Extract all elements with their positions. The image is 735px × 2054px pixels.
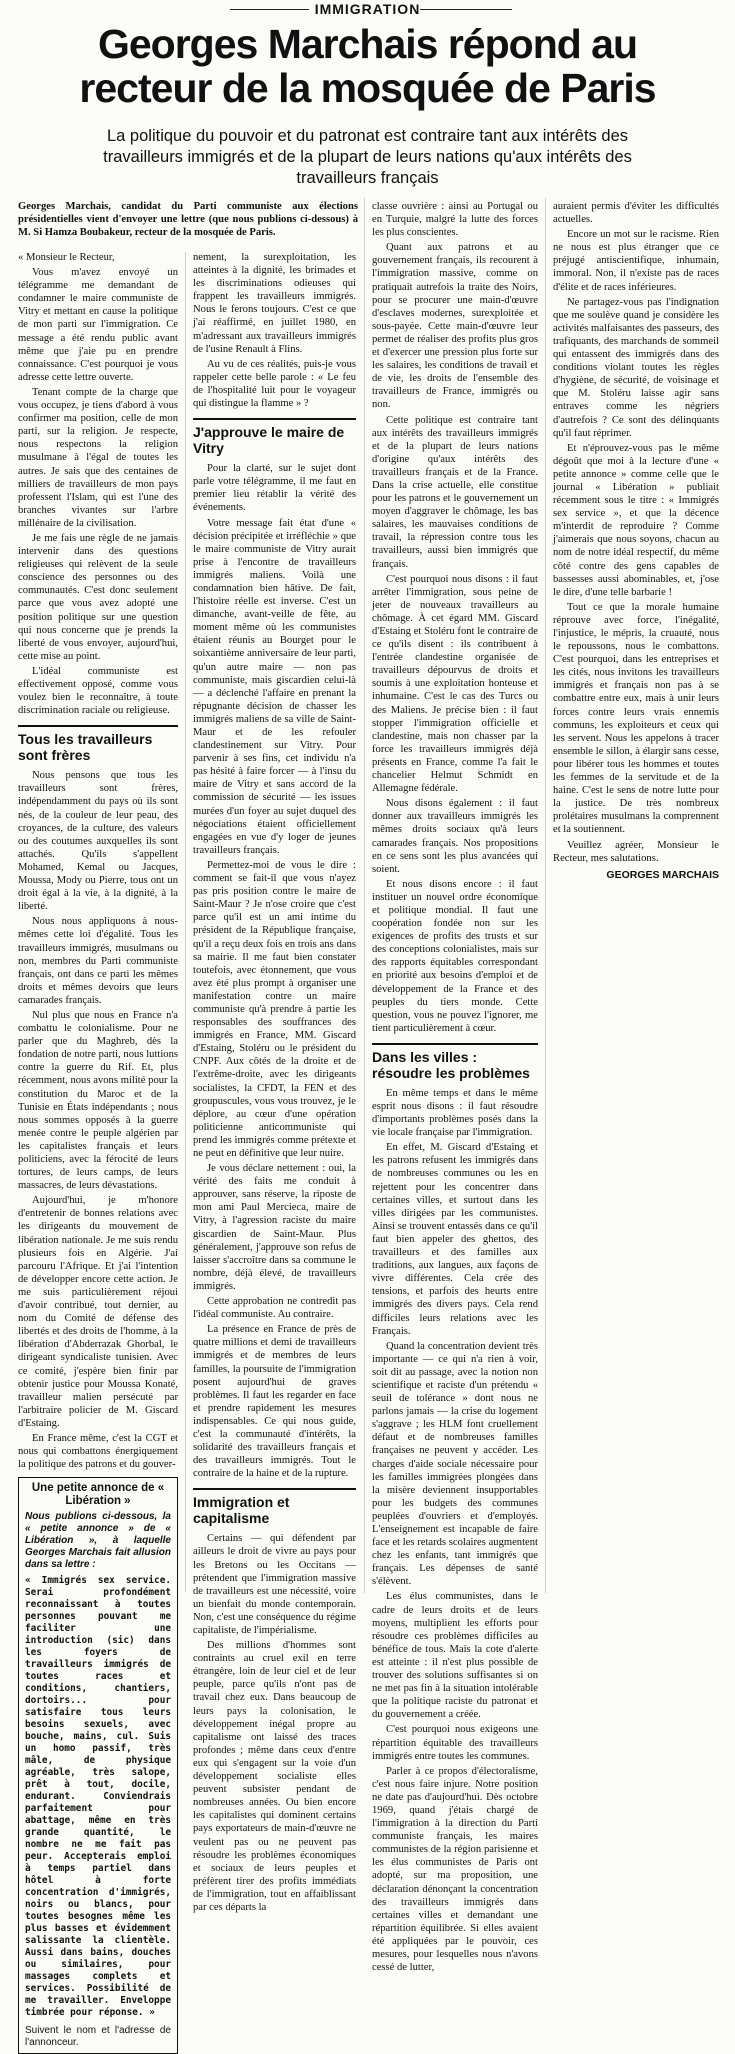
signature: GEORGES MARCHAIS [606,868,719,881]
headline: Georges Marchais répond au recteur de la mosquée de Paris [79,21,656,111]
paragraph: Nous disons également : il faut donner aux travailleurs immigrés les mêmes droits sociaux qu'à leurs camarades français. Nos propositions en ce sens sont les plus avancées qui soient. [372,798,538,875]
classified-ad-text: « Immigrés sex service. Serai profondément reconnaissant à toutes personnes pouvant me faciliter une introduction (sic) dans les foyers de travailleurs immigrés de toutes races et conditions, chantiers, dortoirs... pour satisfaire tous leurs besoins sexuels, avec bouche, mains, cul. Suis un homo passif, très mâle, de physique agréable, très salope, prêt à tout, docile, endurant. Conviendrais parfaitement pour abattage, même en très grande quantité, le nombre ne me fait pas peur. Accepterais emploi à temps partiel dans hôtel à forte concentration d'immigrés, noirs ou blancs, pour toutes besognes même les plus basses et évidemment salissante la clientèle. Aussi dans bains, douches ou similaires, pour massages complets et services. Possibilité de me travailler. Enveloppe timbrée pour réponse. » [25,1575,171,2019]
rubric-rule-right [420,9,512,10]
subheading: Dans les villes : résoudre les problèmes [372,1043,538,1081]
paragraph: Tout ce que la morale humaine réprouve avec force, l'inégalité, l'injustice, le mépris, la cruauté, nous le repoussons, nous le combattons. C'est pourquoi, dans les entreprises et les cités, nous invitons les travailleurs immigrés et français non pas à se combattre entre eux, mais à unir leurs forces contre leurs vrais ennemis communs, les exploiteurs et ceux qui les servent. Nous les appelons à tracer ensemble le sillon, à élargir sans cesse, pour libérer tous les hommes et toutes les femmes de la servitude et de la haine. C'est le sens de notre lutte pour la justice. De très nombreux prolétaires musulmans la comprennent et la soutiennent. [553,601,719,836]
paragraph: classe ouvrière : ainsi au Portugal ou en Turquie, malgré la lutte des forces les plus conscientes. [372,201,538,239]
column-1 [18,251,178,2049]
paragraph: Des millions d'hommes sont contraints au cruel exil en terre étrangère, loin de leur ciel et de leur peuple, parce qu'ils n'ont pas de travail chez eux. Dans beaucoup de leurs pays la colonisation, le développement inégal propre au capitalisme ont laissé des traces profondes ; même dans ceux d'entre eux qui s'engagent sur la voie d'un développement socialiste elles peuvent subsister pendant de nombreuses années. Ou bien encore les capitalistes qui dominent certains pays exportateurs de main-d'œuvre ne veulent pas ou ne peuvent pas résoudre les problèmes économiques et sociaux de leurs peuples et préfèrent tirer des profits immédiats de l'immigration, tout en affaiblissant par ces départs la [193,1640,356,1913]
paragraph: La présence en France de près de quatre millions et demi de travailleurs immigrés et de membres de leurs familles, la poursuite de l'immigration posent aujourd'hui de graves problèmes. Il faut les regarder en face et prendre rapidement les mesures indispensables. Ce qui nous guide, c'est la communauté d'intérêts, la solidarité des travailleurs français et des travailleurs immigrés. Tout le contraire de la haine et de la rupture. [193,1324,356,1480]
paragraph: Ne partagez-vous pas l'indignation que me soulève quand je considère les activités malfaisantes des passeurs, des trafiquants, des marchands de sommeil qui entassent des immigrés dans des conditions violant toutes les règles d'hygiène, de sécurité, de voisinage et que M. Stoléru laisse agir sans entraves comme les négriers d'autrefois ? Ce sont des délinquants qu'il faut réprimer. [553,296,719,439]
paragraph: Votre message fait état d'une « décision précipitée et irréfléchie » que le maire communiste de Vitry aurait prise à l'encontre de travailleurs immigrés maliens. Voilà une condamnation bien hâtive. De fait, l'histoire réelle est inverse. C'est un dimanche, avant-veille de fête, au moment même où les communistes étaient réunis au Bourget pour le soixantième anniversaire de leur parti, qu'un autre maire — non pas communiste, mais giscardien celui-là — a déclenché l'affaire en prenant la répugnante décision de chasser les immigrés maliens de sa ville de Saint-Maur et de les refouler clandestinement sur Vitry. Pour parvenir à ses fins, cet individu n'a pas hésité à faire forcer — à l'insu du maire de Vitry et sans accord de la commission de sécurité — les issues murées d'un foyer au sujet duquel des négociations étaient officiellement engagées en vue d'y loger de jeunes travailleurs français. [193,517,356,856]
paragraph: En France même, c'est la CGT et nous qui combattons énergiquement la politique des patrons et du gouver- [18,1432,178,1471]
paragraph: En même temps et dans le même esprit nous disons : il faut résoudre d'importants problèmes posés dans la vie locale française par l'immigration. [372,1087,538,1139]
paragraph: Cette approbation ne contredit pas l'idéal communiste. Au contraire. [193,1296,356,1321]
paragraph: Je vous déclare nettement : oui, la vérité des faits me conduit à approuver, sans réserve, la riposte de mon ami Paul Mercieca, maire de Vitry, à l'agression raciste du maire giscardien de Saint-Maur. Plus généralement, j'approuve son refus de laisser s'accroître dans sa commune le nombre, déjà élevé, de travailleurs immigrés. [193,1163,356,1292]
paragraph: L'idéal communiste est effectivement opposé, comme vous voulez bien le reconnaître, à toute discrimination raciale ou religieuse. [18,665,178,717]
paragraph: Nul plus que nous en France n'a combattu le colonialisme. Pour ne parler que du Maghreb, dès la fondation de notre parti, nous luttions contre la guerre du Rif. Et, plus récemment, nous avons milité pour la constitution du Maroc et de la Tunisie en États indépendants ; nous nous sommes opposés à la guerre menée contre le peuple algérien par les capitalistes français et leurs politiciens, avec la férocité de leurs tortures, de leurs camps, de leurs massacres, de leurs dévastations. [18,1009,178,1192]
rubric-rule-left [230,9,318,10]
paragraph: Certains — qui défendent par ailleurs le droit de vivre au pays pour les Bretons ou les Occitans — prétendent que l'immigration massive de travailleurs est une nécessité, voire un bienfait du monde contemporain. Non, c'est une conséquence du régime capitaliste, de l'impérialisme. [193,1533,356,1636]
paragraph: Tenant compte de la charge que vous occupez, je tiens d'abord à vous confirmer ma position, celle de mon parti, sur la religion. Je respecte, nous respectons la religion musulmane à l'égal de toutes les autres. Je sais que des centaines de milliers de travailleurs de mon pays professent l'Islam, qui est l'une des branches vivantes sur l'arbre millénaire de la civilisation. [18,386,178,529]
column-rule [545,198,546,1593]
box-footnote: Suivent le nom et l'adresse de l'annonceur. [25,2025,171,2049]
paragraph: Et n'éprouvez-vous pas le même dégoût que moi à la lecture d'une « petite annonce » comme celle que le journal « Libération » publiait récemment sous le titre : « Immigrés sex service », et que la décence m'interdit de reproduire ? Comme j'aimerais que nous soyons, chacun au nom de notre idéal respectif, du même côté contre des gens capables de bassesses aussi abominables, et, j'ose le dire, d'une telle barbarie ! [553,442,719,598]
letter-salutation: « Monsieur le Recteur, [18,252,115,263]
paragraph: Et nous disons encore : il faut instituer un nouvel ordre économique et politique mondial. Il faut une coopération fondée non sur les exigences de profits des trusts et sur des conceptions colonialistes, mais sur des rapports équitables correspondant en priorité aux besoins d'emploi et de développement de la France et des peuples du tiers monde. Cette question, vous ne pouvez l'ignorer, me tient particulièrement à cœur. [372,878,538,1034]
paragraph: En effet, M. Giscard d'Estaing et les patrons refusent les immigrés dans de nombreuses communes ou les en rejettent pour les concentrer dans certaines villes, et surtout dans les villes dirigées par les communistes. Ainsi se trouvent entassés dans ce qu'il faut bien appeler des ghettos, des travailleurs et des familles aux traditions, aux langues, aux façons de vivre différentes. Cela crée des tensions, et parfois des heurts entre immigrés des divers pays. Cela rend difficiles leurs relations avec les Français. [372,1142,538,1337]
column-rule [185,252,186,1592]
paragraph: Quand la concentration devient très importante — ce qui n'a rien à voir, soit dit au passage, avec la notion non scientifique et raciste d'un prétendu « seuil de tolérance » dont nous ne parlons jamais — la crise du logement s'aggrave ; les HLM font cruellement défaut et de nombreuses familles françaises ne peuvent y accéder. Les charges d'aide sociale nécessaire pour les familles immigrées plongées dans la misère deviennent insupportables pour les budgets des communes peuplées d'ouvriers et d'employés. L'enseignement est incapable de faire face et les retards scolaires augmentent chez les enfants, tant immigrés que français. Les dépenses de santé s'élèvent. [372,1340,538,1588]
box-intro: Nous publions ci-dessous, la « petite annonce » de « Libération », à laquelle Georges Marchais fait allusion dans sa lettre : [25,1511,171,1571]
paragraph: Encore un mot sur le racisme. Rien ne nous est plus étranger que ce préjugé antiscientifique, inhumain, immoral. Non, il n'existe pas de races d'élite et de races inférieures. [553,229,719,293]
paragraph: Parler à ce propos d'électoralisme, c'est nous faire injure. Notre position ne date pas d'aujourd'hui. Dès octobre 1969, quand j'étais chargé de l'immigration à la direction du Parti communiste français, les maires communistes de la région parisienne et les élus communistes de Paris ont adopté, sur ma proposition, une déclaration dénonçant la concentration des travailleurs immigrés dans certaines villes et demandant une répartition équilibrée. Si elles avaient été appliquées par le pouvoir, ces mesures, pour lesquelles nous n'avons cessé de lutter, [372,1765,538,1974]
classified-ad-box [18,1477,178,2054]
subheading: Immigration et capitalisme [193,1488,356,1526]
paragraph: Pour la clarté, sur le sujet dont parle votre télégramme, il me faut en premier lieu rétablir la vérité des événements. [193,463,356,514]
paragraph: Permettez-moi de vous le dire : comment se fait-il que vous n'ayez pas pris position contre le maire de Saint-Maur ? Je n'ose croire que c'est parce qu'il est un ami intime du président de la République française, qu'il a reçu deux fois en trois ans dans sa mairie. Il me faut bien constater toutefois, avec étonnement, que vous avez été plus prompt à organiser une manifestation contre un maire communiste qu'à prendre à partie les responsables des souffrances des immigrés en France, MM. Giscard d'Estaing, Stoléru ou le président du CNPF. Aux côtés de la droite et de l'extrême-droite, avec les dirigeants socialistes, la CFDT, la FEN et des groupuscules, vous vous trouvez, je le déplore, au cœur d'une opération politicienne anticommuniste qui prend les immigrés comme prétexte et ne peut en définitive que leur nuire. [193,859,356,1159]
paragraph: Les élus communistes, dans le cadre de leurs droits et de leurs moyens, multiplient les efforts pour résoudre ces problèmes difficiles au bénéfice de tous. Mais la cote d'alerte est atteinte : il n'est plus possible de trouver des solutions suffisantes si on ne met pas fin à la situation intolérable que la politique raciste du patronat et du gouvernement a créée. [372,1591,538,1721]
column-rule [364,198,365,1593]
lead-paragraph: Georges Marchais, candidat du Parti communiste aux élections présidentielles vient d'envoyer une lettre (que nous publions ci-dessous) à M. Si Hamza Boubakeur, recteur de la mosquée de Paris. [18,201,358,238]
paragraph: Nous pensons que tous les travailleurs sont frères, indépendamment du pays où ils sont nés, de la couleur de leur peau, des croyances, de la culture, des valeurs ou des coutumes auxquelles ils sont attachés. Qu'ils s'appellent Mohamed, Kemal ou Jacques, Moussa, Mody ou Pierre, tous ont un droit égal à la vie, à la dignité, à la liberté. [18,770,178,913]
column-2 [193,251,356,1913]
paragraph: Cette politique est contraire tant aux intérêts des travailleurs immigrés et de la plupart de leurs nations d'origine qu'aux intérêts des travailleurs français et de la France. Dans la crise actuelle, elle constitue pour les patrons et le gouvernement un moyen d'aggraver le chômage, les bas salaires, les mauvaises conditions de travail, la répression contre tous les travailleurs, aussi bien immigrés que français. [372,414,538,570]
paragraph: Veuillez agréer, Monsieur le Recteur, mes salutations. [553,839,719,864]
paragraph: Aujourd'hui, je m'honore d'entretenir de bonnes relations avec les dirigeants du mouvement de libération nationale. Je me suis rendu plusieurs fois en Algérie. J'ai parcouru l'Afrique. Et j'ai l'intention de développer encore cette action. Je me suis particulièrement réjoui d'avoir contribué, tout dernier, au nom du Comité de défense des libertés et des droits de l'homme, à la libération d'Abderrazak Ghorbal, le dirigeant syndicaliste tunisien. Avec ce comité, j'espère bien finir par obtenir justice pour Moussa Konaté, travailleur malien persécuté par l'arbitraire policier de M. Giscard d'Estaing. [18,1195,178,1429]
paragraph: auraient permis d'éviter les difficultés actuelles. [553,201,719,226]
section-rubric [0,0,735,18]
paragraph: nement, la surexploitation, les atteintes à la dignité, les brimades et les discriminations odieuses qui frappent les travailleurs immigrés. Nous le ferons toujours. C'est ce que j'ai réaffirmé, en juillet 1980, en m'adressant aux travailleurs immigrés de l'usine Renault à Flins. [193,252,356,355]
paragraph: Quant aux patrons et au gouvernement français, ils recourent à l'immigration massive, comme on pratiquait autrefois la traite des Noirs, pour se procurer une main-d'œuvre d'esclaves modernes, surexploitée et sous-payée. Cette main-d'œuvre leur permet de réaliser des profits plus gros et d'exercer une pression plus forte sur les salaires, les conditions de travail et de vie, les droits de l'ensemble des travailleurs de France, immigrés ou non. [372,242,538,411]
standfirst: La politique du pouvoir et du patronat est contraire tant aux intérêts des travailleurs immigrés et de la plupart de leurs nations qu'aux intérêts des travailleurs français [103,127,632,187]
paragraph: Nous nous appliquons à nous-mêmes cette loi d'égalité. Tous les travailleurs immigrés, musulmans ou non, membres du Parti communiste français, ont dans ce parti les mêmes droits et mêmes devoirs que leurs camarades français. [18,916,178,1006]
paragraph: Vous m'avez envoyé un télégramme me demandant de condamner le maire communiste de Vitry et mettant en cause la politique de mon parti sur l'immigration. Ce message a été rendu public avant même que j'aie pu en prendre connaissance. C'est pourquoi je vous adresse cette lettre ouverte. [18,267,178,383]
column-4 [553,200,719,1595]
paragraph: Je me fais une règle de ne jamais intervenir dans des questions religieuses qui relèvent de la seule conscience des personnes ou des communautés. C'est donc seulement parce que vous avez adopté une position politique sur une question qui nous concerne que je prends la liberté de vous envoyer, aujourd'hui, cette mise au point. [18,532,178,662]
paragraph: Au vu de ces réalités, puis-je vous rappeler cette belle parole : « Le feu de l'hospitalité luit pour le voyageur qui distingue la flamme » ? [193,358,356,410]
box-title: Une petite annonce de « Libération » [31,1482,165,1508]
paragraph: C'est pourquoi nous exigeons une répartition équitable des travailleurs immigrés entre toutes les communes. [372,1724,538,1762]
subheading: J'approuve le maire de Vitry [193,418,356,456]
rubric-label: IMMIGRATION [309,1,427,17]
column-3 [372,200,538,1974]
subheading: Tous les travailleurs sont frères [18,725,178,763]
paragraph: C'est pourquoi nous disons : il faut arrêter l'immigration, sous peine de jeter de nouveaux travailleurs au chômage. À cet égard MM. Giscard d'Estaing et Stoléru font le contraire de ce qu'ils disent : ils contribuent à l'entrée clandestine organisée de travailleurs dépourvus de droits et soumis à une exploitation honteuse et inhumaine. C'est le cas des Turcs ou des Maliens. Je précise bien : il faut stopper l'immigration officielle et clandestine, mais non chasser par la force les travailleurs immigrés déjà présents en France, comme l'a fait le chancelier Helmut Schmidt en Allemagne fédérale. [372,573,538,795]
